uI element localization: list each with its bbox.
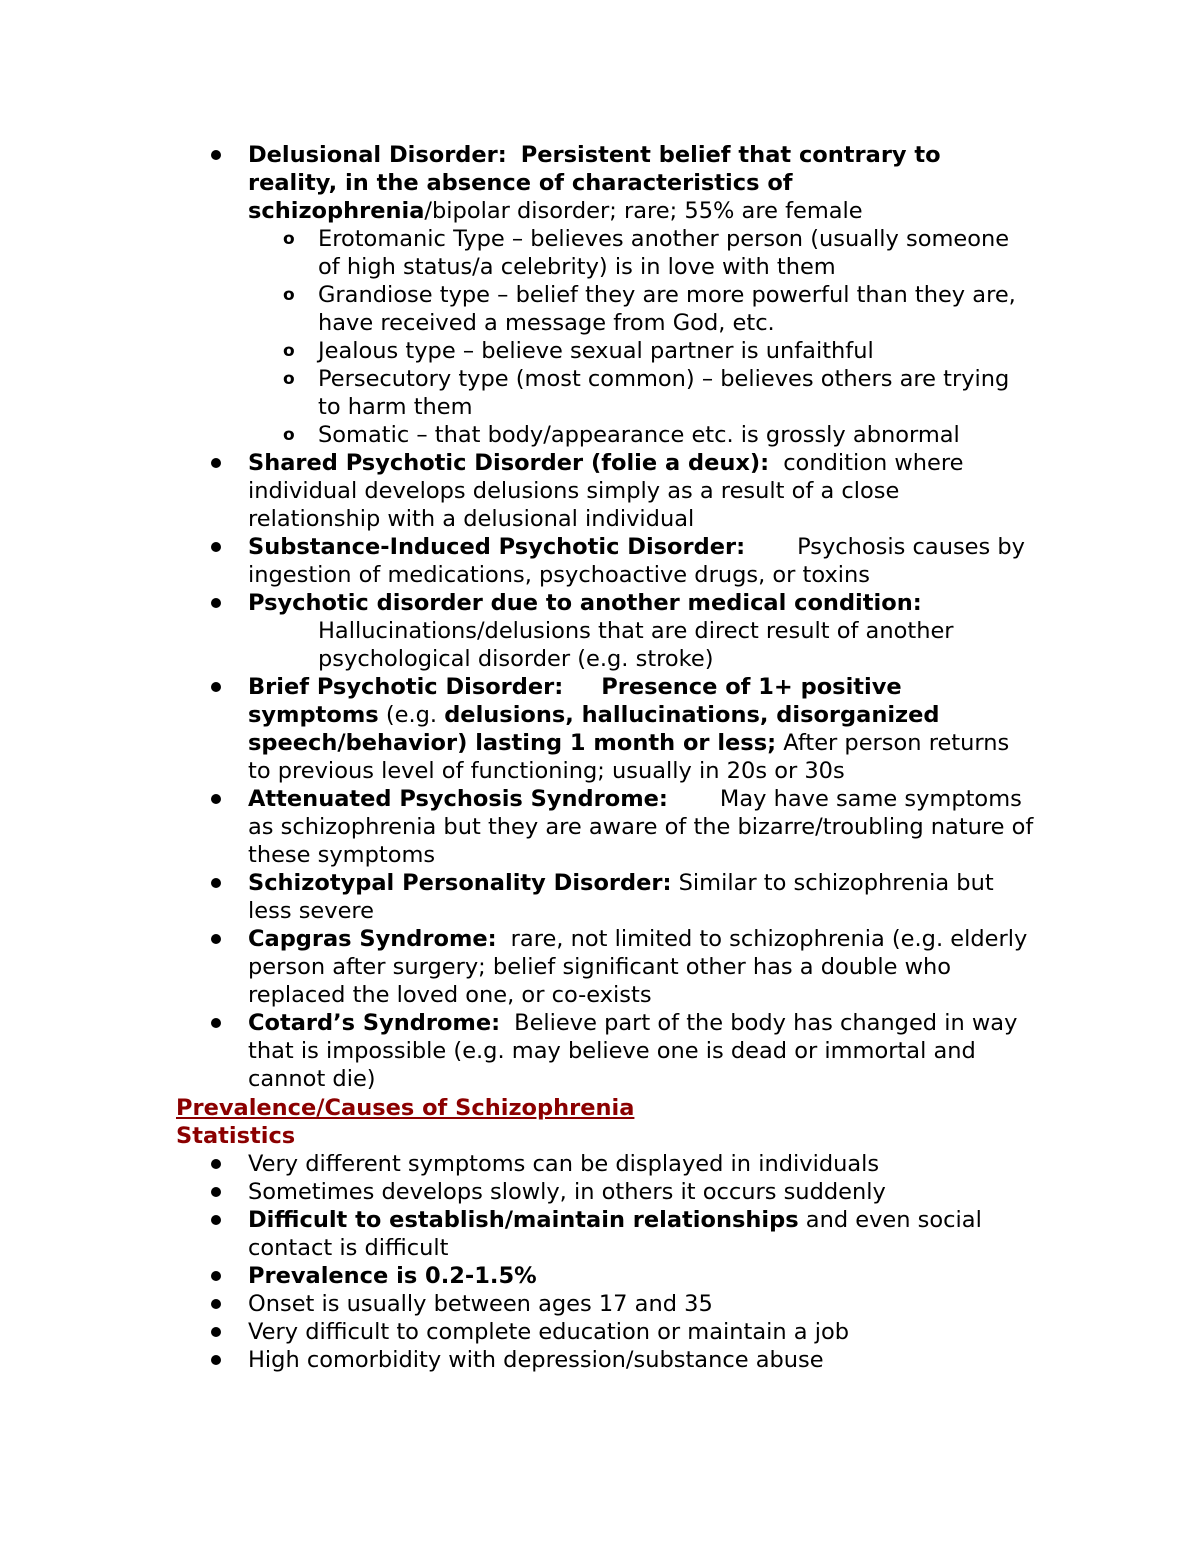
bullet-icon xyxy=(211,682,221,692)
subtype-text: Somatic – that body/appearance etc. is grossly abnormal xyxy=(318,422,960,448)
disorder-desc: rare, not limited to schizophrenia (e.g. elderly person after surgery; belief significant other has a double who replaced the loved one, or co-exists xyxy=(248,926,1028,1008)
disorder-bold-desc: Presence of 1+ positive symptoms xyxy=(248,674,902,728)
disorder-title: Cotard’s Syndrome: xyxy=(248,1010,501,1036)
list-item-schizotypal xyxy=(176,869,1036,925)
hollow-bullet-icon: o xyxy=(283,369,295,389)
list-item-cotard xyxy=(176,1009,1036,1093)
disorder-title: Schizotypal Personality Disorder: xyxy=(248,870,672,896)
bullet-icon xyxy=(211,598,221,608)
subtype-text: Grandiose type – belief they are more powerful than they are, have received a message from God, etc. xyxy=(318,282,1016,336)
bullet-icon xyxy=(211,458,221,468)
bullet-icon xyxy=(211,1355,221,1365)
hollow-bullet-icon: o xyxy=(283,229,295,249)
disorder-title: Substance-Induced Psychotic Disorder: xyxy=(248,534,746,560)
section-heading: Prevalence/Causes of Schizophrenia xyxy=(176,1095,635,1121)
disorder-bold-desc: delusions, hallucinations, disorganized speech/behavior) lasting 1 month or less; xyxy=(248,702,940,756)
hollow-bullet-icon: o xyxy=(283,285,295,305)
stat-bold-text: Difficult to establish/maintain relationships xyxy=(248,1207,799,1233)
notes-content xyxy=(176,141,1036,1374)
disorder-title: Shared Psychotic Disorder (folie a deux): xyxy=(248,450,770,476)
bullet-icon xyxy=(211,878,221,888)
stat-text: Sometimes develops slowly, in others it occurs suddenly xyxy=(248,1179,886,1205)
bullet-icon xyxy=(211,934,221,944)
subtype-text: Jealous type – believe sexual partner is unfaithful xyxy=(318,338,874,364)
bullet-icon xyxy=(211,150,221,160)
stat-bold-text: Prevalence is 0.2-1.5% xyxy=(248,1263,537,1289)
hollow-bullet-icon: o xyxy=(283,425,295,445)
sublist-item xyxy=(176,365,1036,421)
bullet-icon xyxy=(211,542,221,552)
bullet-icon xyxy=(211,1187,221,1197)
disorder-desc: /bipolar disorder; rare; 55% are female xyxy=(424,198,863,224)
list-item-medical-condition xyxy=(176,589,1036,673)
list-item-stat xyxy=(176,1150,1036,1178)
hollow-bullet-icon: o xyxy=(283,341,295,361)
list-item-stat xyxy=(176,1318,1036,1346)
sublist-item xyxy=(176,337,1036,365)
disorder-desc-first-line xyxy=(248,617,1036,673)
disorder-desc: Psychosis causes by ingestion of medications, psychoactive drugs, or toxins xyxy=(248,534,1025,588)
list-item-stat xyxy=(176,1290,1036,1318)
disorder-title: Brief Psychotic Disorder: xyxy=(248,674,564,700)
stat-text: and even social contact is difficult xyxy=(248,1207,982,1261)
disorder-desc: Hallucinations/delusions that are direct result of another psychological disorder (e.g. stroke) xyxy=(318,618,954,672)
stat-text: Onset is usually between ages 17 and 35 xyxy=(248,1291,713,1317)
list-item-capgras xyxy=(176,925,1036,1009)
stat-text: Very different symptoms can be displayed in individuals xyxy=(248,1151,880,1177)
stat-text: High comorbidity with depression/substance abuse xyxy=(248,1347,824,1373)
disorder-title: Capgras Syndrome: xyxy=(248,926,497,952)
list-item-stat xyxy=(176,1178,1036,1206)
disorder-bold-desc: Persistent belief that contrary to reality, in the absence of characteristics of schizophrenia xyxy=(248,142,941,224)
disorder-desc: (e.g. xyxy=(385,702,438,728)
disorder-title: Delusional Disorder: xyxy=(248,142,507,168)
subheading: Statistics xyxy=(176,1123,296,1149)
disorder-desc: May have same symptoms as schizophrenia but they are aware of the bizarre/troubling nature of these symptoms xyxy=(248,786,1034,868)
list-item-stat xyxy=(176,1346,1036,1374)
list-item-delusional-disorder xyxy=(176,141,1036,225)
sublist-item xyxy=(176,225,1036,281)
sublist-item xyxy=(176,421,1036,449)
bullet-icon xyxy=(211,1018,221,1028)
disorder-title: Psychotic disorder due to another medical condition: xyxy=(248,590,922,616)
bullet-icon xyxy=(211,794,221,804)
bullet-icon xyxy=(211,1159,221,1169)
bullet-icon xyxy=(211,1327,221,1337)
bullet-icon xyxy=(211,1271,221,1281)
stat-text: Very difficult to complete education or maintain a job xyxy=(248,1319,850,1345)
disorder-desc: Believe part of the body has changed in way that is impossible (e.g. may believe one is dead or immortal and cannot die) xyxy=(248,1010,1018,1092)
sublist-item xyxy=(176,281,1036,337)
subtype-text: Persecutory type (most common) – believes others are trying to harm them xyxy=(318,366,1010,420)
bullet-icon xyxy=(211,1215,221,1225)
list-item-shared-psychotic-disorder xyxy=(176,449,1036,533)
list-item-attenuated xyxy=(176,785,1036,869)
disorder-title: Attenuated Psychosis Syndrome: xyxy=(248,786,668,812)
subtype-text: Erotomanic Type – believes another person (usually someone of high status/a celebrity) is in love with them xyxy=(318,226,1010,280)
list-item-stat xyxy=(176,1262,1036,1290)
list-item-stat xyxy=(176,1206,1036,1262)
list-item-brief-psychotic xyxy=(176,673,1036,785)
disorder-desc: condition where individual develops delusions simply as a result of a close relationship with a delusional individual xyxy=(248,450,964,532)
list-item-substance-induced xyxy=(176,533,1036,589)
disorder-desc: After person returns to previous level of functioning; usually in 20s or 30s xyxy=(248,730,1010,784)
bullet-icon xyxy=(211,1299,221,1309)
disorder-desc: Similar to schizophrenia but less severe xyxy=(248,870,994,924)
